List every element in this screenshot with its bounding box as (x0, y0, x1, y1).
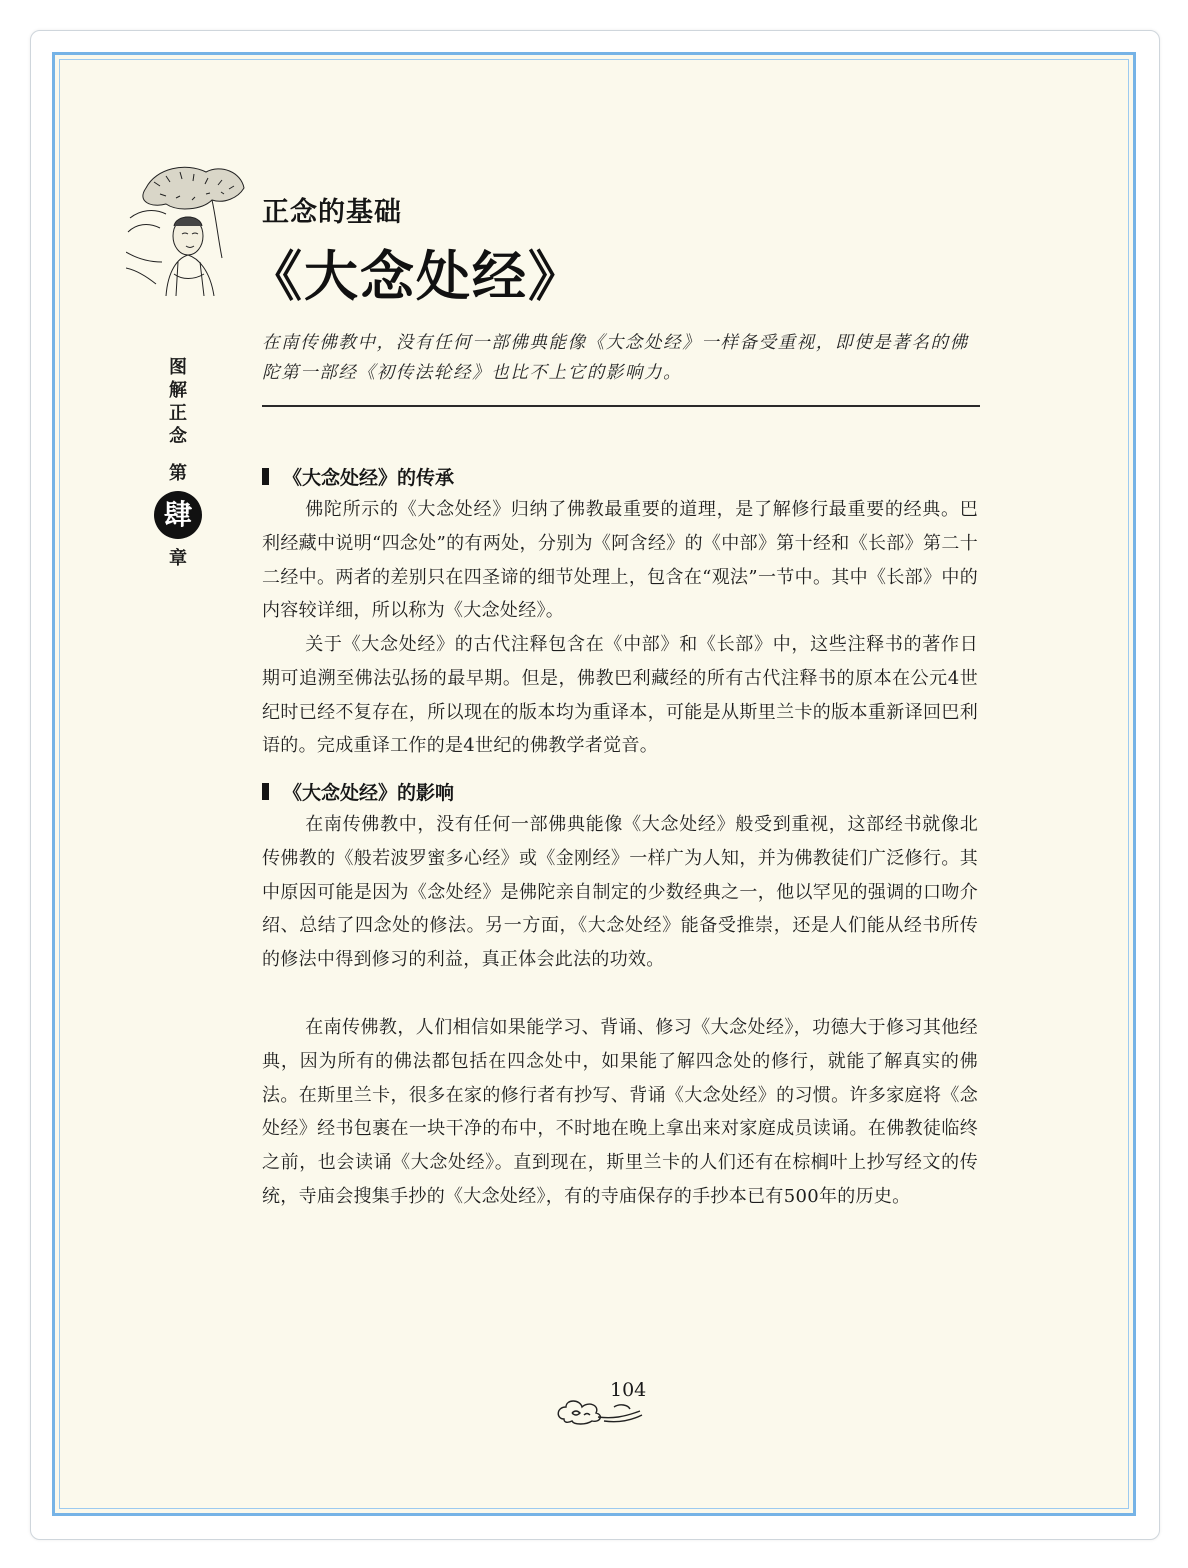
paragraph: 佛陀所示的《大念处经》归纳了佛教最重要的道理，是了解修行最重要的经典。巴利经藏中说明“四念处”的有两处，分别为《阿含经》的《中部》第十经和《长部》第二十二经中。两者的差别只在四圣谛的细节处理上，包含在“观法”一节中。其中《长部》中的内容较详细，所以称为《大念处经》。 (262, 499, 978, 622)
section-bullet-icon (262, 468, 269, 485)
book-title-char: 念 (169, 426, 187, 447)
intro-text: 在南传佛教中，没有任何一部佛典能像《大念处经》一样备受重视，即使是著名的佛陀第一部经《初传法轮经》也比不上它的影响力。 (262, 333, 969, 383)
section-bullet-icon (262, 783, 269, 800)
paragraph: 关于《大念处经》的古代注释包含在《中部》和《长部》中，这些注释书的著作日期可追溯至佛法弘扬的最早期。但是，佛教巴利藏经的所有古代注释书的原本在公元4世纪时已经不复存在，所以现在的版本均为重译本，可能是从斯里兰卡的版本重新译回巴利语的。完成重译工作的是4世纪的佛教学者觉音。 (262, 634, 978, 757)
paragraph: 在南传佛教中，没有任何一部佛典能像《大念处经》般受到重视，这部经书就像北传佛教的《般若波罗蜜多心经》或《金刚经》一样广为人知，并为佛教徒们广泛修行。其中原因可能是因为《念处经》是佛陀亲自制定的少数经典之一，他以罕见的强调的口吻介绍、总结了四念处的修法。另一方面，《大念处经》能备受推崇，还是人们能从经书所传的修法中得到修习的利益，真正体会此法的功效。 (262, 814, 978, 971)
section-heading-text: 《大念处经》的传承 (283, 467, 455, 489)
chapter-prefix: 第 (169, 463, 187, 484)
buddha-under-tree-illustration (126, 158, 248, 296)
section-heading-text: 《大念处经》的影响 (283, 782, 455, 804)
book-title-char: 解 (169, 380, 187, 401)
divider (262, 405, 980, 407)
paragraph: 在南传佛教，人们相信如果能学习、背诵、修习《大念处经》，功德大于修习其他经典，因为所有的佛法都包括在四念处中，如果能了解四念处的修行，就能了解真实的佛法。在斯里兰卡，很多在家的修行者有抄写、背诵《大念处经》的习惯。许多家庭将《念处经》经书包裹在一块干净的布中，不时地在晚上拿出来对家庭成员读诵。在佛教徒临终之前，也会读诵《大念处经》。直到现在，斯里兰卡的人们还有在棕榈叶上抄写经文的传统，寺庙会搜集手抄的《大念处经》，有的寺庙保存的手抄本已有500年的历史。 (262, 1017, 978, 1207)
chapter-sidebar (158, 356, 198, 570)
section-heading (262, 463, 454, 490)
book-title-char: 图 (169, 357, 187, 378)
page-number: 104 (610, 1379, 647, 1401)
chapter-suffix: 章 (169, 548, 187, 569)
chapter-number-badge: 肆 (154, 491, 202, 539)
header-subtitle: 正念的基础 (262, 197, 402, 228)
book-title-char: 正 (169, 403, 187, 424)
page-title: 《大念处经》 (248, 245, 584, 308)
cloud-ornament-icon (554, 1393, 646, 1427)
section-heading (262, 778, 454, 805)
